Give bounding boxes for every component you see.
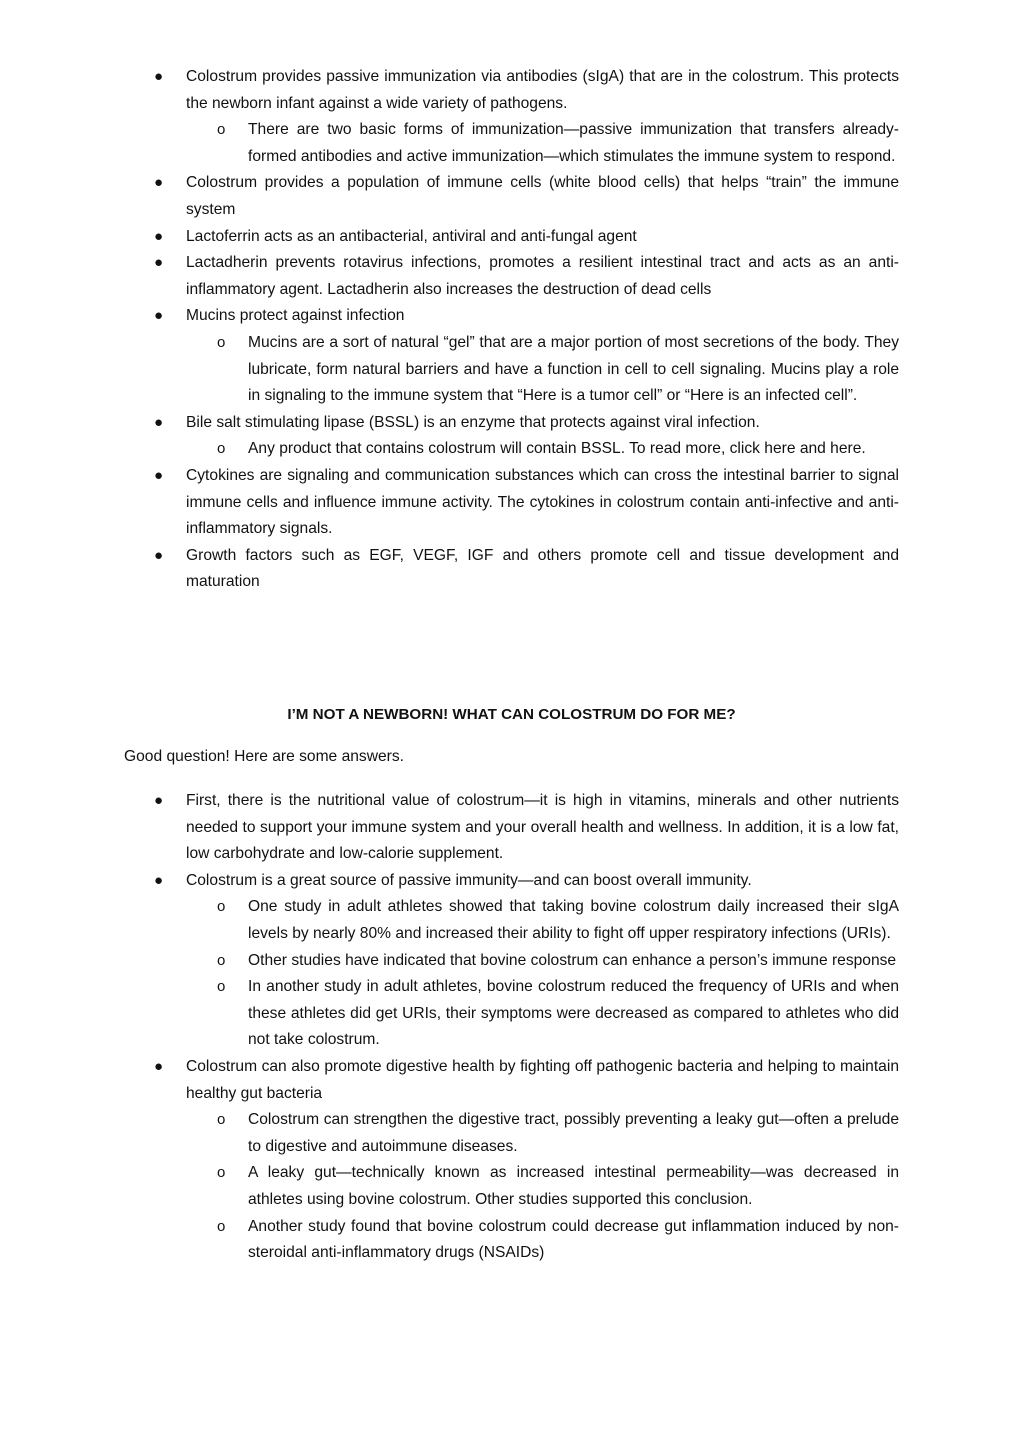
sub-list [186,330,899,410]
bullet-icon: ● [154,68,164,85]
benefits-list [0,64,899,596]
sub-list-item-text: Another study found that bovine colostrum could decrease gut inflammation induced by non-steroidal anti-inflammatory drugs (NSAIDs) [248,1217,899,1262]
list-item [154,224,899,251]
sub-list-item-text: There are two basic forms of immunization—passive immunization that transfers already-formed antibodies and active immunization—which stimulates the immune system to respond. [248,121,899,165]
sub-list-item-text: Mucins are a sort of natural “gel” that are a major portion of most secretions of the body. They lubricate, form natural barriers and have a function in cell to cell signaling. Mucins play a role in signaling to the immune system that “Here is a tumor cell” or “Here is an infected cell”. [248,333,899,405]
sub-list [186,436,899,463]
list-item-text: Mucins protect against infection [186,307,405,325]
list-item [154,410,899,463]
circle-bullet-icon: o [217,440,226,458]
bullet-icon: ● [154,307,164,325]
list-item-text: Lactoferrin acts as an antibacterial, antiviral and anti-fungal agent [186,227,637,245]
sub-list-item [217,436,899,463]
bullet-icon: ● [154,174,164,192]
adult-benefits-list [0,788,899,1267]
bullet-icon: ● [154,1057,164,1075]
list-item-text: Bile salt stimulating lipase (BSSL) is an enzyme that protects against viral infection. [186,413,760,431]
circle-bullet-icon: o [217,1217,226,1235]
sub-list [186,894,899,1054]
sub-list-item [217,894,899,947]
circle-bullet-icon: o [217,333,226,351]
intro-paragraph: Good question! Here are some answers. [124,748,404,765]
list-item [154,868,899,1054]
list-item-text: Colostrum provides passive immunization via antibodies (sIgA) that are in the colostrum. This protects the newborn infant against a wide variety of pathogens. [186,68,899,112]
sub-list-item-text: Colostrum can strengthen the digestive tract, possibly preventing a leaky gut—often a prelude to digestive and autoimmune diseases. [248,1111,899,1155]
list-item-text: Cytokines are signaling and communication substances which can cross the intestinal barrier to signal immune cells and influence immune activity. The cytokines in colostrum contain anti-infective and anti-inflammatory signals. [186,466,899,538]
list-item [154,1054,899,1267]
sub-list-item-text: In another study in adult athletes, bovine colostrum reduced the frequency of URIs and when these athletes did get URIs, their symptoms were decreased as compared to athletes who did not take colostrum. [248,978,899,1049]
circle-bullet-icon: o [217,978,226,996]
bullet-icon: ● [154,871,164,889]
sub-list-item-text: One study in adult athletes showed that taking bovine colostrum daily increased their sIgA levels by nearly 80% and increased their ability to fight off upper respiratory infections (URIs). [248,898,899,942]
list-item-text: Colostrum can also promote digestive health by fighting off pathogenic bacteria and helping to maintain healthy gut bacteria [186,1057,899,1102]
list-item-text: Lactadherin prevents rotavirus infections, promotes a resilient intestinal tract and acts as an anti-inflammatory agent. Lactadherin also increases the destruction of dead cells [186,254,899,298]
list-item-text: First, there is the nutritional value of colostrum—it is high in vitamins, minerals and other nutrients needed to support your immune system and your overall health and wellness. In addition, it is a low fat, low carbohydrate and low-calorie supplement. [186,792,899,863]
list-item [154,303,899,409]
bullet-icon: ● [154,413,164,431]
bullet-icon: ● [154,254,164,272]
sub-list-item [217,117,899,170]
list-item [154,543,899,596]
sub-list-item [217,1107,899,1160]
bullet-icon: ● [154,466,164,484]
circle-bullet-icon: o [217,951,226,969]
sub-list-item [217,1214,899,1267]
list-item [154,170,899,223]
bullet-icon: ● [154,792,164,809]
sub-list-item [217,974,899,1054]
circle-bullet-icon: o [217,1164,226,1182]
sub-list [186,117,899,170]
sub-list-item [217,948,899,975]
sub-list-item-text: Any product that contains colostrum will contain BSSL. To read more, click here and here. [248,440,866,458]
sub-list-item-text: Other studies have indicated that bovine colostrum can enhance a person’s immune response [248,951,897,969]
list-item-text: Colostrum is a great source of passive immunity—and can boost overall immunity. [186,871,752,889]
circle-bullet-icon: o [217,898,226,916]
sub-list-item [217,1160,899,1213]
bullet-icon: ● [154,227,164,245]
section-heading: I’M NOT A NEWBORN! WHAT CAN COLOSTRUM DO FOR ME? [287,706,736,723]
list-item-text: Growth factors such as EGF, VEGF, IGF and others promote cell and tissue development and maturation [186,546,899,591]
circle-bullet-icon: o [217,121,226,139]
list-item [154,250,899,303]
list-item [154,463,899,543]
sub-list-item-text: A leaky gut—technically known as increased intestinal permeability—was decreased in athletes using bovine colostrum. Other studies supported this conclusion. [248,1164,899,1208]
bullet-icon: ● [154,546,164,564]
sub-list [186,1107,899,1267]
list-item [154,788,899,868]
list-item [154,64,899,170]
circle-bullet-icon: o [217,1111,226,1129]
list-item-text: Colostrum provides a population of immune cells (white blood cells) that helps “train” the immune system [186,174,899,218]
sub-list-item [217,330,899,410]
